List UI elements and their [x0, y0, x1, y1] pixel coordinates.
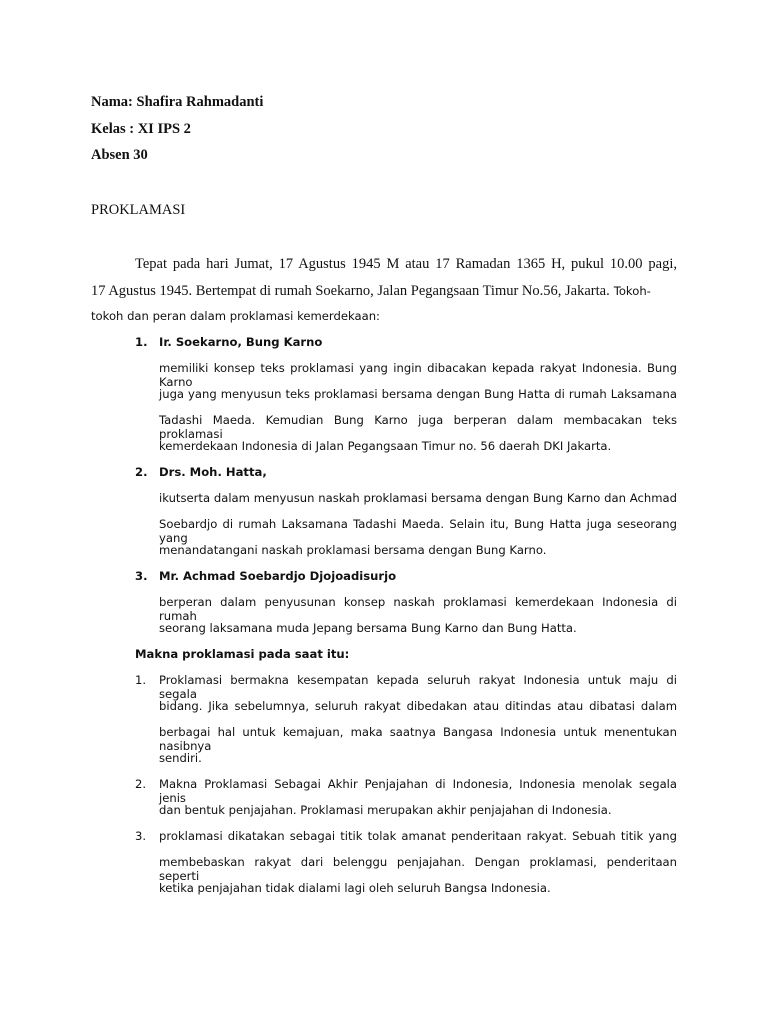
student-name: Nama: Shafira Rahmadanti	[91, 94, 264, 110]
intro-line-2-serif: 17 Agustus 1945. Bertempat di rumah Soekarno, Jalan Pegangsaan Timur No.56, Jakarta.	[91, 283, 610, 299]
makna-1-number: 1.	[135, 673, 147, 687]
makna-3-line-2: membebaskan rakyat dari belenggu penjajahan. Dengan proklamasi, penderitaan seperti	[159, 855, 677, 883]
tokoh-3-number: 3.	[135, 569, 148, 583]
student-class: Kelas : XI IPS 2	[91, 121, 191, 137]
intro-line-2-sans: Tokoh-	[613, 284, 651, 298]
tokoh-1-line-3: Tadashi Maeda. Kemudian Bung Karno juga berperan dalam membacakan teks proklamasi	[159, 413, 677, 441]
intro-line-1: Tepat pada hari Jumat, 17 Agustus 1945 M atau 17 Ramadan 1365 H, pukul 10.00 pagi,	[135, 256, 677, 272]
tokoh-3-line-2: seorang laksamana muda Jepang bersama Bung Karno dan Bung Hatta.	[159, 621, 577, 635]
makna-3-line-3: ketika penjajahan tidak dialami lagi oleh seluruh Bangsa Indonesia.	[159, 881, 551, 895]
tokoh-2-line-1: ikutserta dalam menyusun naskah proklamasi bersama dengan Bung Karno dan Achmad	[159, 491, 677, 505]
makna-2-line-2: dan bentuk penjajahan. Proklamasi merupakan akhir penjajahan di Indonesia.	[159, 803, 612, 817]
tokoh-2-number: 2.	[135, 465, 148, 479]
makna-1-line-4: sendiri.	[159, 751, 202, 765]
tokoh-1-line-4: kemerdekaan Indonesia di Jalan Pegangsaan Timur no. 56 daerah DKI Jakarta.	[159, 439, 612, 453]
makna-1-line-2: bidang. Jika sebelumnya, seluruh rakyat dibedakan atau ditindas atau dibatasi dalam	[159, 699, 677, 713]
tokoh-1-line-2: juga yang menyusun teks proklamasi bersama dengan Bung Hatta di rumah Laksamana	[159, 387, 677, 401]
student-number: Absen 30	[91, 147, 148, 163]
makna-2-line-1: Makna Proklamasi Sebagai Akhir Penjajahan di Indonesia, Indonesia menolak segala jenis	[159, 777, 677, 805]
makna-2-number: 2.	[135, 777, 147, 791]
intro-line-2	[91, 282, 651, 300]
tokoh-1-line-1: memiliki konsep teks proklamasi yang ingin dibacakan kepada rakyat Indonesia. Bung Karno	[159, 361, 677, 389]
document-title: PROKLAMASI	[91, 202, 186, 218]
makna-3-line-1: proklamasi dikatakan sebagai titik tolak amanat penderitaan rakyat. Sebuah titik yang	[159, 829, 677, 843]
tokoh-2-name: Drs. Moh. Hatta,	[159, 465, 267, 479]
makna-heading: Makna proklamasi pada saat itu:	[135, 647, 350, 661]
tokoh-3-name: Mr. Achmad Soebardjo Djojoadisurjo	[159, 569, 397, 583]
makna-1-line-3: berbagai hal untuk kemajuan, maka saatnya Bangasa Indonesia untuk menentukan nasibnya	[159, 725, 677, 753]
tokoh-1-number: 1.	[135, 335, 148, 349]
intro-line-3: tokoh dan peran dalam proklamasi kemerdekaan:	[91, 309, 380, 323]
makna-1-line-1: Proklamasi bermakna kesempatan kepada seluruh rakyat Indonesia untuk maju di segala	[159, 673, 677, 701]
tokoh-2-line-3: menandatangani naskah proklamasi bersama dengan Bung Karno.	[159, 543, 547, 557]
tokoh-2-line-2: Soebardjo di rumah Laksamana Tadashi Maeda. Selain itu, Bung Hatta juga seseorang yang	[159, 517, 677, 545]
makna-3-number: 3.	[135, 829, 147, 843]
tokoh-1-name: Ir. Soekarno, Bung Karno	[159, 335, 323, 349]
tokoh-3-line-1: berperan dalam penyusunan konsep naskah proklamasi kemerdekaan Indonesia di rumah	[159, 595, 677, 623]
